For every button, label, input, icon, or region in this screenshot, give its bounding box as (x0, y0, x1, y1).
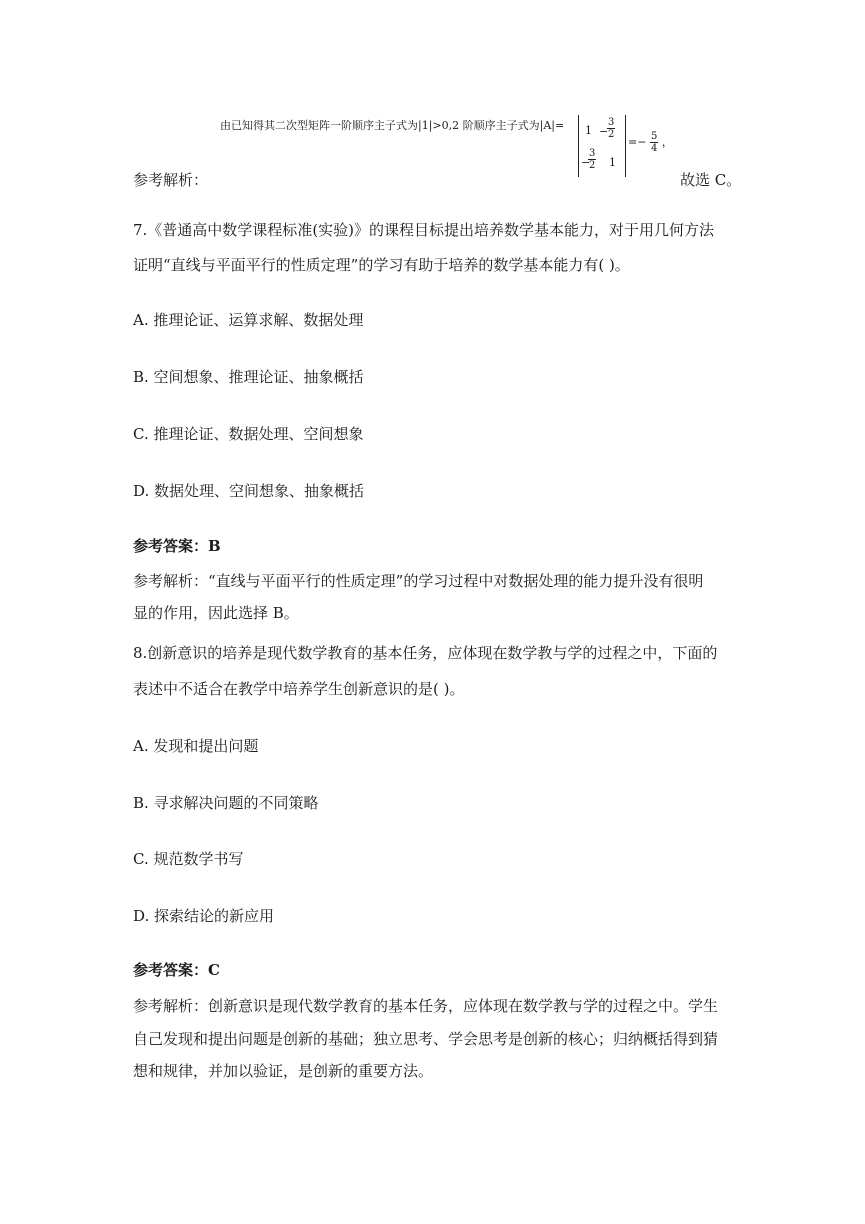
result-prefix: =− (628, 135, 647, 149)
result-den: 4 (650, 143, 658, 154)
q8-option-a: A. 发现和提出问题 (133, 737, 259, 755)
det-a12-den: 2 (608, 129, 615, 140)
determinant (578, 115, 626, 177)
det-a12-num: 3 (608, 117, 615, 128)
formula-text: 由已知得其二次型矩阵一阶顺序主子式为|1|>0,2 阶顺序主子式为|A|= (220, 119, 565, 132)
q8-explanation-line2: 自己发现和提出问题是创新的基础；独立思考、学会思考是创新的核心；归纳概括得到猜 (133, 1030, 719, 1048)
q7-option-d: D. 数据处理、空间想象、抽象概括 (133, 482, 365, 500)
q7-answer: 参考答案：B (133, 537, 221, 555)
q7-stem-line1: 7.《普通高中数学课程标准(实验)》的课程目标提出培养数学基本能力，对于用几何方法 (133, 221, 715, 239)
prev-explanation-label: 参考解析： (133, 171, 209, 189)
q7-stem-line2: 证明“直线与平面平行的性质定理”的学习有助于培养的数学基本能力有( )。 (133, 256, 630, 274)
q8-explanation-line3: 想和规律，并加以验证，是创新的重要方法。 (133, 1062, 434, 1080)
det-a22: 1 (609, 156, 616, 169)
det-a12-fraction (607, 117, 615, 140)
det-a21-sign: − (581, 156, 591, 169)
q8-option-d: D. 探索结论的新应用 (133, 907, 275, 925)
q8-option-b: B. 寻求解决问题的不同策略 (133, 794, 319, 812)
det-a21-den: 2 (589, 160, 596, 171)
prev-conclusion: 故选 C。 (680, 171, 742, 189)
det-a11: 1 (585, 124, 592, 137)
q7-option-b: B. 空间想象、推理论证、抽象概括 (133, 368, 364, 386)
q7-explanation-line1: 参考解析：“直线与平面平行的性质定理”的学习过程中对数据处理的能力提升没有很明 (133, 572, 704, 590)
q8-stem-line2: 表述中不适合在教学中培养学生创新意识的是( )。 (133, 680, 465, 698)
det-a12-sign: − (599, 125, 609, 138)
det-a21-fraction (588, 148, 596, 171)
result-fraction (650, 131, 658, 154)
q8-explanation-line1: 参考解析：创新意识是现代数学教育的基本任务，应体现在数学教与学的过程之中。学生 (133, 997, 719, 1015)
q7-option-c: C. 推理论证、数据处理、空间想象 (133, 425, 364, 443)
formula-result (628, 131, 673, 154)
q8-stem-line1: 8.创新意识的培养是现代数学教育的基本任务，应体现在数学教与学的过程之中，下面的 (133, 644, 718, 662)
det-a21-num: 3 (589, 148, 596, 159)
q8-answer: 参考答案：C (133, 961, 220, 979)
q7-option-a: A. 推理论证、运算求解、数据处理 (133, 311, 364, 329)
q7-explanation-line2: 显的作用，因此选择 B。 (133, 604, 299, 622)
q8-option-c: C. 规范数学书写 (133, 850, 244, 868)
result-num: 5 (650, 131, 658, 142)
result-suffix: ， (661, 135, 673, 149)
